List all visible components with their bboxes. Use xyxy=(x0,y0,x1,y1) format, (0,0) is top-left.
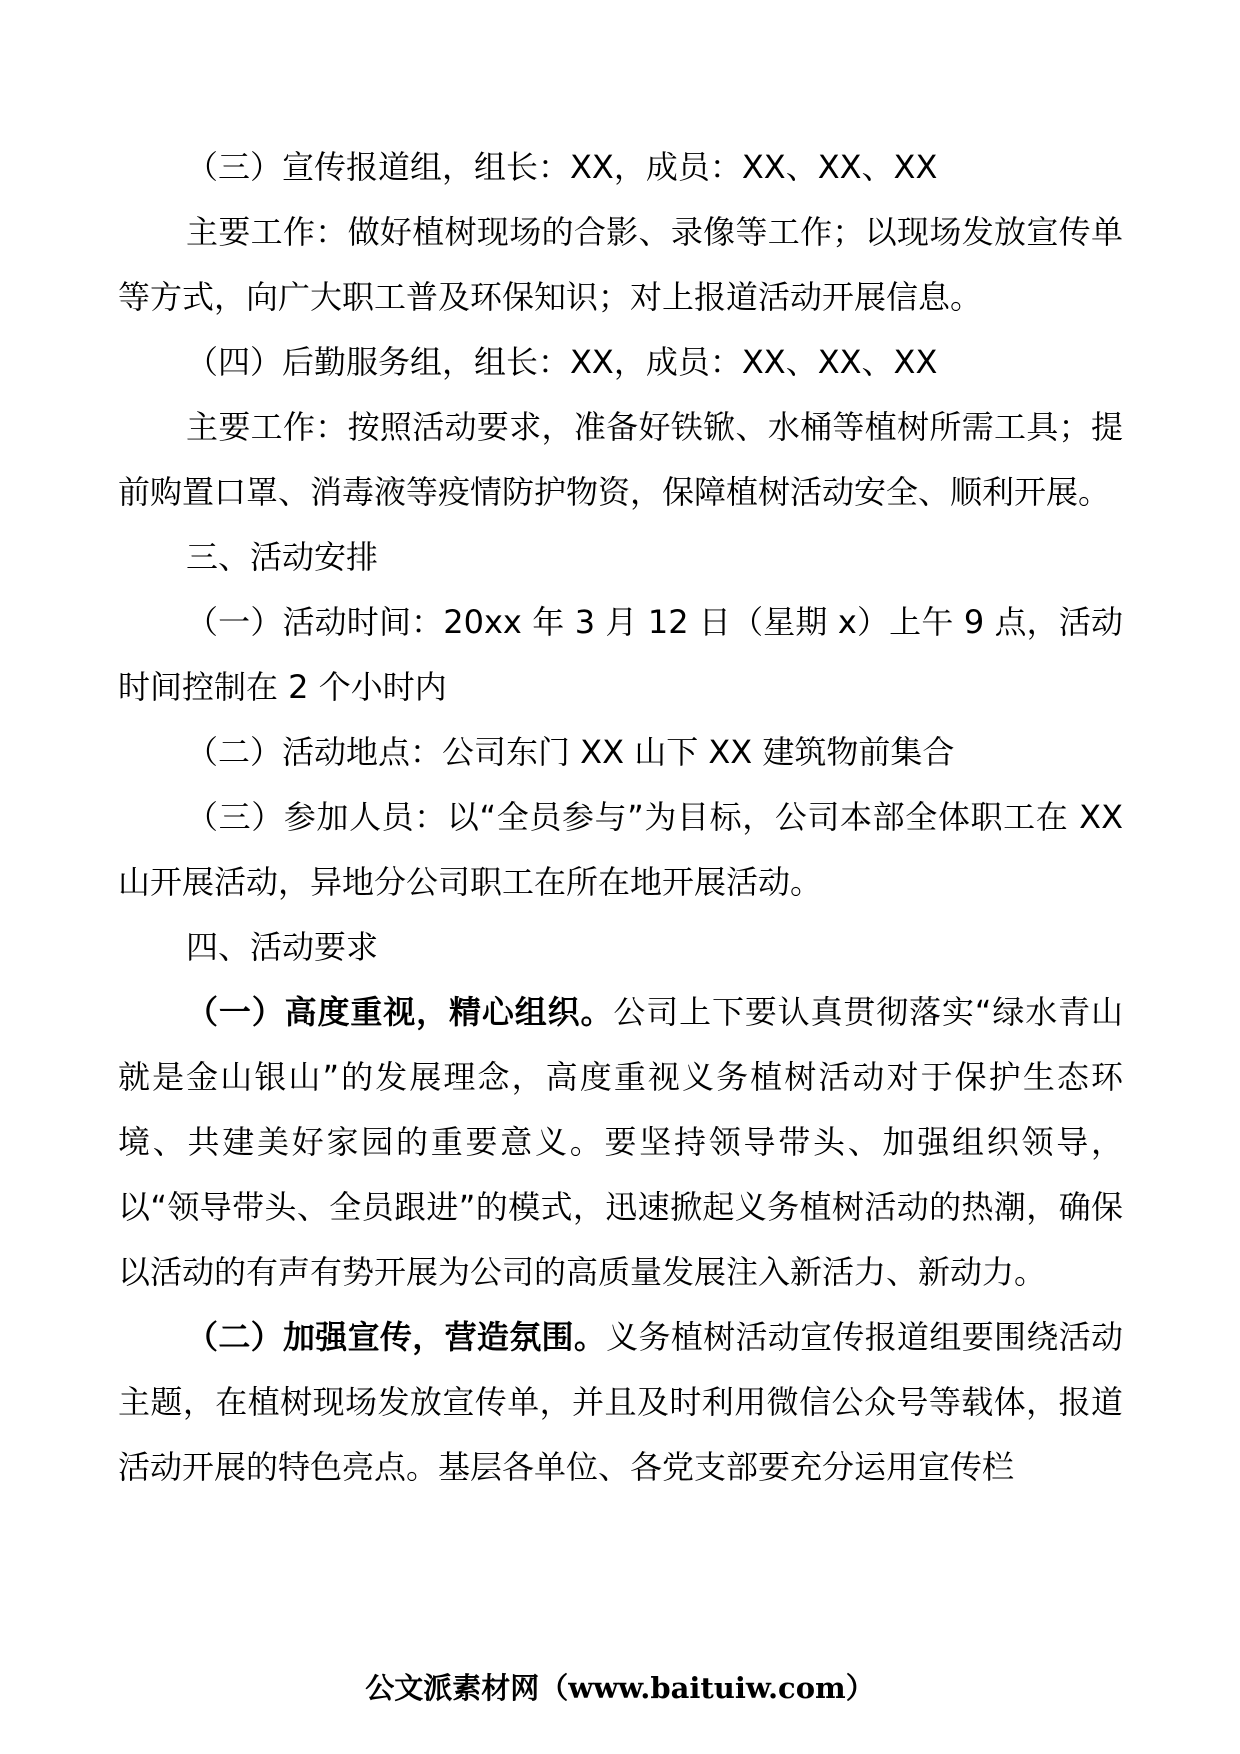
requirement-2-heading: （二）加强宣传，营造氛围。 xyxy=(186,1318,607,1356)
paragraph-publicity-group: （三）宣传报道组，组长：XX，成员：XX、XX、XX xyxy=(186,148,938,186)
section-heading-requirements: 四、活动要求 xyxy=(186,928,379,966)
section-heading-arrangement: 三、活动安排 xyxy=(186,538,379,576)
paragraph-logistics-group: （四）后勤服务组，组长：XX，成员：XX、XX、XX xyxy=(186,343,938,381)
paragraph-activity-time: （一）活动时间：20xx 年 3 月 12 日（星期 x）上午 9 点，活动时间控制在 2 个小时内 xyxy=(118,603,1123,706)
paragraph-requirement-2 xyxy=(118,1305,1123,1500)
page-footer-watermark xyxy=(0,1668,1240,1708)
footer-text: 公文派素材网（www.baituiw.com） xyxy=(365,1671,875,1705)
requirement-2-body: 义务植树活动宣传报道组要围绕活动主题，在植树现场发放宣传单，并且及时利用微信公众号等载体，报道活动开展的特色亮点。基层各单位、各党支部要充分运用宣传栏 xyxy=(118,1318,1123,1486)
requirement-1-body: 公司上下要认真贯彻落实“绿水青山就是金山银山”的发展理念，高度重视义务植树活动对于保护生态环境、共建美好家园的重要意义。要坚持领导带头、加强组织领导，以“领导带头、全员跟进”的模式，迅速掀起义务植树活动的热潮，确保以活动的有声有势开展为公司的高质量发展注入新活力、新动力。 xyxy=(118,993,1123,1291)
paragraph-activity-location: （二）活动地点：公司东门 XX 山下 XX 建筑物前集合 xyxy=(186,733,955,771)
paragraph-publicity-duties: 主要工作：做好植树现场的合影、录像等工作；以现场发放宣传单等方式，向广大职工普及环保知识；对上报道活动开展信息。 xyxy=(118,213,1123,316)
document-body xyxy=(118,135,1123,1500)
paragraph-logistics-duties: 主要工作：按照活动要求，准备好铁锨、水桶等植树所需工具；提前购置口罩、消毒液等疫情防护物资，保障植树活动安全、顺利开展。 xyxy=(118,408,1123,511)
paragraph-requirement-1 xyxy=(118,980,1123,1305)
paragraph-participants: （三）参加人员：以“全员参与”为目标，公司本部全体职工在 XX 山开展活动，异地分公司职工在所在地开展活动。 xyxy=(118,798,1123,901)
requirement-1-heading: （一）高度重视，精心组织。 xyxy=(186,993,614,1031)
